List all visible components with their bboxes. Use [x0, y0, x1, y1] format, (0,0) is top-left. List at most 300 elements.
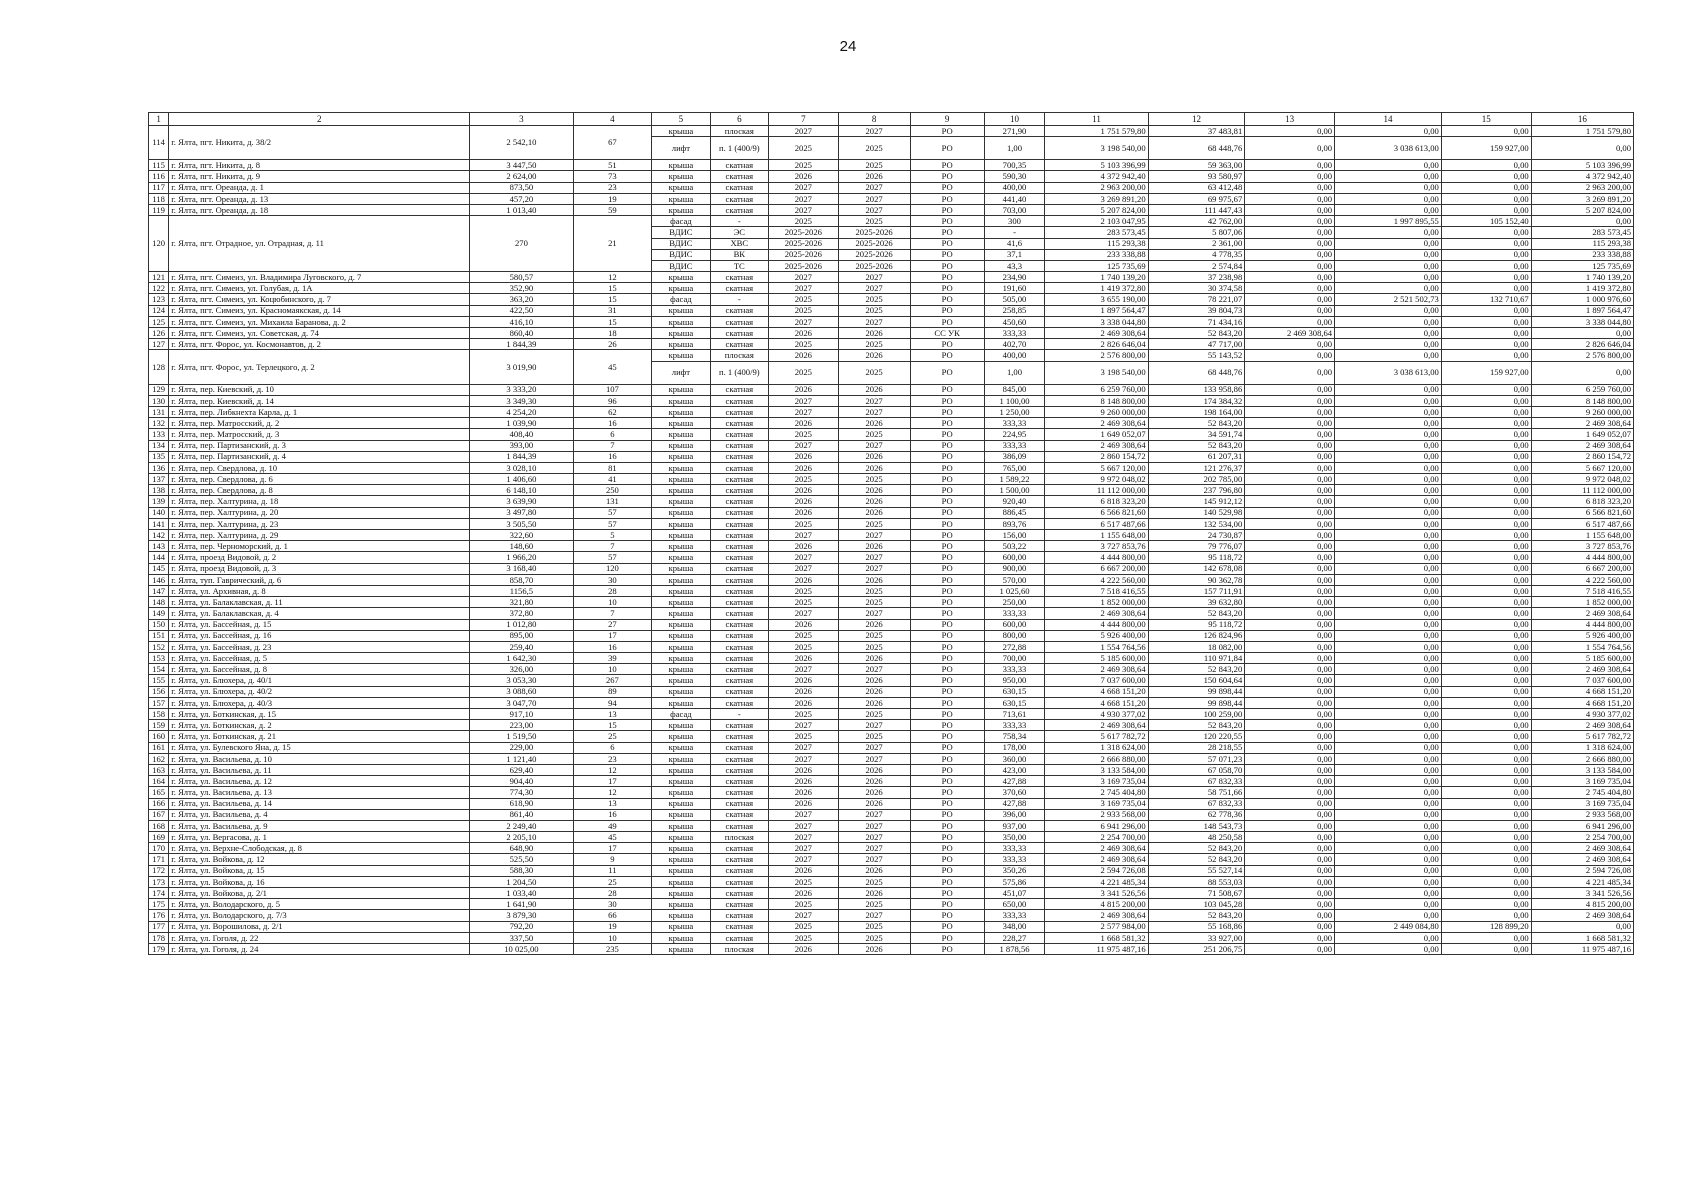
- volume-cell: 386,09: [984, 451, 1045, 462]
- cost-cell: 2 963 200,00: [1045, 182, 1148, 193]
- total-cell: 1 554 764,56: [1531, 641, 1633, 652]
- unit-cost-cell: 126 824,96: [1148, 630, 1245, 641]
- fund-cell: 0,00: [1335, 764, 1442, 775]
- table-body: [149, 113, 1634, 955]
- row-number-cell: 170: [149, 843, 169, 854]
- fund-cell: 0,00: [1335, 843, 1442, 854]
- plan-year-cell: 2025: [769, 216, 839, 227]
- residents-cell: 6: [573, 742, 652, 753]
- budget-cell: 0,00: [1441, 753, 1531, 764]
- work-type-cell: крыша: [652, 552, 710, 563]
- cost-cell: 4 668 151,20: [1045, 697, 1148, 708]
- work-type-cell: крыша: [652, 395, 710, 406]
- unit-cost-cell: 30 374,58: [1148, 283, 1245, 294]
- row-number-cell: 161: [149, 742, 169, 753]
- row-number-cell: 154: [149, 664, 169, 675]
- fund-cell: 0,00: [1335, 507, 1442, 518]
- area-cell: 416,10: [470, 316, 573, 327]
- own-funds-cell: 0,00: [1245, 474, 1335, 485]
- residents-cell: 57: [573, 507, 652, 518]
- address-cell: г. Ялта, ул. Васильева, д. 9: [169, 820, 470, 831]
- work-subtype-cell: скатная: [710, 664, 768, 675]
- cost-cell: 3 655 190,00: [1045, 294, 1148, 305]
- volume-cell: 396,00: [984, 809, 1045, 820]
- own-funds-cell: 0,00: [1245, 720, 1335, 731]
- fund-cell: 0,00: [1335, 753, 1442, 764]
- row-number-cell: 123: [149, 294, 169, 305]
- cost-cell: 2 469 308,64: [1045, 440, 1148, 451]
- owner-cell: РО: [910, 809, 984, 820]
- work-type-cell: крыша: [652, 406, 710, 417]
- fund-cell: 2 521 502,73: [1335, 294, 1442, 305]
- budget-cell: 0,00: [1441, 932, 1531, 943]
- plan-year-cell: 2025: [769, 339, 839, 350]
- residents-cell: 19: [573, 921, 652, 932]
- volume-cell: 370,60: [984, 787, 1045, 798]
- own-funds-cell: 0,00: [1245, 932, 1335, 943]
- own-funds-cell: 0,00: [1245, 339, 1335, 350]
- plan-year-cell: 2027: [769, 809, 839, 820]
- volume-cell: 441,40: [984, 193, 1045, 204]
- row-number-cell: 125: [149, 316, 169, 327]
- owner-cell: РО: [910, 227, 984, 238]
- work-type-cell: крыша: [652, 429, 710, 440]
- area-cell: 1 844,39: [470, 339, 573, 350]
- work-type-cell: крыша: [652, 485, 710, 496]
- area-cell: 321,80: [470, 597, 573, 608]
- residents-cell: 12: [573, 764, 652, 775]
- table-row: [149, 384, 1634, 395]
- owner-cell: РО: [910, 294, 984, 305]
- work-type-cell: крыша: [652, 574, 710, 585]
- unit-cost-cell: 88 553,03: [1148, 876, 1245, 887]
- unit-cost-cell: 48 250,58: [1148, 832, 1245, 843]
- row-number-cell: 138: [149, 485, 169, 496]
- budget-cell: 0,00: [1441, 474, 1531, 485]
- work-subtype-cell: скатная: [710, 328, 768, 339]
- budget-cell: 0,00: [1441, 653, 1531, 664]
- fund-cell: 0,00: [1335, 574, 1442, 585]
- cost-cell: 2 469 308,64: [1045, 328, 1148, 339]
- fact-year-cell: 2027: [838, 204, 910, 215]
- unit-cost-cell: 67 058,70: [1148, 764, 1245, 775]
- work-subtype-cell: скатная: [710, 541, 768, 552]
- cost-cell: 1 751 579,80: [1045, 126, 1148, 137]
- cost-cell: 1 668 581,32: [1045, 932, 1148, 943]
- column-number-cell: 12: [1148, 113, 1245, 126]
- work-subtype-cell: плоская: [710, 832, 768, 843]
- work-subtype-cell: скатная: [710, 182, 768, 193]
- owner-cell: РО: [910, 384, 984, 395]
- work-type-cell: крыша: [652, 776, 710, 787]
- fund-cell: 0,00: [1335, 787, 1442, 798]
- unit-cost-cell: 52 843,20: [1148, 418, 1245, 429]
- total-cell: 4 668 151,20: [1531, 697, 1633, 708]
- cost-cell: 1 897 564,47: [1045, 305, 1148, 316]
- work-type-cell: крыша: [652, 653, 710, 664]
- area-cell: 1 406,60: [470, 474, 573, 485]
- fact-year-cell: 2027: [838, 272, 910, 283]
- table-row: [149, 126, 1634, 137]
- fund-cell: 0,00: [1335, 193, 1442, 204]
- volume-cell: 333,33: [984, 608, 1045, 619]
- plan-year-cell: 2025: [769, 518, 839, 529]
- plan-year-cell: 2027: [769, 843, 839, 854]
- work-type-cell: крыша: [652, 193, 710, 204]
- fact-year-cell: 2025: [838, 305, 910, 316]
- budget-cell: 132 710,67: [1441, 294, 1531, 305]
- work-subtype-cell: скатная: [710, 675, 768, 686]
- owner-cell: РО: [910, 272, 984, 283]
- table-row: [149, 675, 1634, 686]
- cost-cell: 4 930 377,02: [1045, 709, 1148, 720]
- plan-year-cell: 2027: [769, 720, 839, 731]
- total-cell: 3 338 044,80: [1531, 316, 1633, 327]
- fact-year-cell: 2027: [838, 820, 910, 831]
- address-cell: г. Ялта, пер. Матросский, д. 2: [169, 418, 470, 429]
- work-subtype-cell: скатная: [710, 563, 768, 574]
- own-funds-cell: 0,00: [1245, 753, 1335, 764]
- row-number-cell: 133: [149, 429, 169, 440]
- table-row: [149, 910, 1634, 921]
- owner-cell: РО: [910, 585, 984, 596]
- table-row: [149, 316, 1634, 327]
- plan-year-cell: 2025-2026: [769, 238, 839, 249]
- row-number-cell: 164: [149, 776, 169, 787]
- row-number-cell: 177: [149, 921, 169, 932]
- work-subtype-cell: скатная: [710, 742, 768, 753]
- total-cell: 6 667 200,00: [1531, 563, 1633, 574]
- fund-cell: 0,00: [1335, 272, 1442, 283]
- total-cell: 4 930 377,02: [1531, 709, 1633, 720]
- table-row: [149, 305, 1634, 316]
- own-funds-cell: 0,00: [1245, 764, 1335, 775]
- own-funds-cell: 0,00: [1245, 608, 1335, 619]
- address-cell: г. Ялта, ул. Верхне-Слободская, д. 8: [169, 843, 470, 854]
- budget-cell: 0,00: [1441, 899, 1531, 910]
- fact-year-cell: 2026: [838, 171, 910, 182]
- table-row: [149, 395, 1634, 406]
- fact-year-cell: 2025: [838, 932, 910, 943]
- own-funds-cell: 0,00: [1245, 664, 1335, 675]
- budget-cell: 0,00: [1441, 227, 1531, 238]
- owner-cell: РО: [910, 283, 984, 294]
- own-funds-cell: 0,00: [1245, 272, 1335, 283]
- residents-cell: 67: [573, 126, 652, 160]
- table-row: [149, 742, 1634, 753]
- table-row: [149, 764, 1634, 775]
- volume-cell: 600,00: [984, 619, 1045, 630]
- total-cell: 1 668 581,32: [1531, 932, 1633, 943]
- cost-cell: 1 649 052,07: [1045, 429, 1148, 440]
- row-number-cell: 173: [149, 876, 169, 887]
- budget-cell: 0,00: [1441, 888, 1531, 899]
- address-cell: г. Ялта, ул. Васильева, д. 12: [169, 776, 470, 787]
- own-funds-cell: 0,00: [1245, 630, 1335, 641]
- owner-cell: РО: [910, 462, 984, 473]
- fund-cell: 0,00: [1335, 720, 1442, 731]
- fund-cell: 0,00: [1335, 809, 1442, 820]
- address-cell: г. Ялта, ул. Вергасова, д. 1: [169, 832, 470, 843]
- work-subtype-cell: скатная: [710, 843, 768, 854]
- row-number-cell: 132: [149, 418, 169, 429]
- budget-cell: 0,00: [1441, 305, 1531, 316]
- owner-cell: РО: [910, 563, 984, 574]
- address-cell: г. Ялта, ул. Васильева, д. 11: [169, 764, 470, 775]
- fact-year-cell: 2027: [838, 608, 910, 619]
- row-number-cell: 165: [149, 787, 169, 798]
- fact-year-cell: 2026: [838, 888, 910, 899]
- owner-cell: РО: [910, 418, 984, 429]
- work-type-cell: крыша: [652, 697, 710, 708]
- volume-cell: 630,15: [984, 697, 1045, 708]
- residents-cell: 23: [573, 182, 652, 193]
- fact-year-cell: 2027: [838, 440, 910, 451]
- fact-year-cell: 2027: [838, 809, 910, 820]
- work-type-cell: крыша: [652, 585, 710, 596]
- area-cell: 1 519,50: [470, 731, 573, 742]
- cost-cell: 9 972 048,02: [1045, 474, 1148, 485]
- cost-cell: 6 941 296,00: [1045, 820, 1148, 831]
- plan-year-cell: 2025-2026: [769, 249, 839, 260]
- table-row: [149, 216, 1634, 227]
- residents-cell: 16: [573, 641, 652, 652]
- work-type-cell: фасад: [652, 709, 710, 720]
- address-cell: г. Ялта, пер. Черноморский, д. 1: [169, 541, 470, 552]
- total-cell: 125 735,69: [1531, 260, 1633, 271]
- fund-cell: 0,00: [1335, 160, 1442, 171]
- area-cell: 270: [470, 216, 573, 272]
- total-cell: 3 169 735,04: [1531, 798, 1633, 809]
- fact-year-cell: 2026: [838, 787, 910, 798]
- table-row: [149, 518, 1634, 529]
- column-number-cell: 10: [984, 113, 1045, 126]
- cost-cell: 1 740 139,20: [1045, 272, 1148, 283]
- area-cell: 223,00: [470, 720, 573, 731]
- table-row: [149, 160, 1634, 171]
- table-row: [149, 832, 1634, 843]
- fund-cell: 0,00: [1335, 675, 1442, 686]
- fund-cell: 0,00: [1335, 653, 1442, 664]
- work-type-cell: крыша: [652, 462, 710, 473]
- work-subtype-cell: скатная: [710, 597, 768, 608]
- fact-year-cell: 2026: [838, 384, 910, 395]
- work-type-cell: крыша: [652, 328, 710, 339]
- total-cell: 2 933 568,00: [1531, 809, 1633, 820]
- volume-cell: 41,6: [984, 238, 1045, 249]
- address-cell: г. Ялта, ул. Васильева, д. 10: [169, 753, 470, 764]
- table-row: [149, 686, 1634, 697]
- work-subtype-cell: скатная: [710, 641, 768, 652]
- fund-cell: 3 038 613,00: [1335, 361, 1442, 384]
- residents-cell: 25: [573, 876, 652, 887]
- fact-year-cell: 2027: [838, 563, 910, 574]
- address-cell: г. Ялта, пгт. Отрадное, ул. Отрадная, д. 11: [169, 216, 470, 272]
- own-funds-cell: 0,00: [1245, 384, 1335, 395]
- volume-cell: 333,33: [984, 910, 1045, 921]
- own-funds-cell: 0,00: [1245, 742, 1335, 753]
- budget-cell: 0,00: [1441, 776, 1531, 787]
- own-funds-cell: 0,00: [1245, 406, 1335, 417]
- work-subtype-cell: скатная: [710, 440, 768, 451]
- fund-cell: 0,00: [1335, 641, 1442, 652]
- row-number-cell: 117: [149, 182, 169, 193]
- volume-cell: 1 250,00: [984, 406, 1045, 417]
- area-cell: 352,90: [470, 283, 573, 294]
- table-row: [149, 406, 1634, 417]
- volume-cell: 178,00: [984, 742, 1045, 753]
- plan-year-cell: 2027: [769, 126, 839, 137]
- address-cell: г. Ялта, ул. Бассейная, д. 16: [169, 630, 470, 641]
- own-funds-cell: 0,00: [1245, 541, 1335, 552]
- plan-year-cell: 2026: [769, 541, 839, 552]
- area-cell: 3 497,80: [470, 507, 573, 518]
- volume-cell: 37,1: [984, 249, 1045, 260]
- plan-year-cell: 2027: [769, 664, 839, 675]
- column-number-cell: 1: [149, 113, 169, 126]
- fact-year-cell: 2027: [838, 832, 910, 843]
- total-cell: 5 667 120,00: [1531, 462, 1633, 473]
- own-funds-cell: 0,00: [1245, 440, 1335, 451]
- total-cell: 4 815 200,00: [1531, 899, 1633, 910]
- cost-cell: 1 155 648,00: [1045, 530, 1148, 541]
- total-cell: 3 169 735,04: [1531, 776, 1633, 787]
- budget-cell: 0,00: [1441, 541, 1531, 552]
- owner-cell: РО: [910, 753, 984, 764]
- area-cell: 148,60: [470, 541, 573, 552]
- cost-cell: 2 933 568,00: [1045, 809, 1148, 820]
- plan-year-cell: 2027: [769, 910, 839, 921]
- unit-cost-cell: 71 508,67: [1148, 888, 1245, 899]
- volume-cell: 156,00: [984, 530, 1045, 541]
- fact-year-cell: 2027: [838, 283, 910, 294]
- total-cell: 1 740 139,20: [1531, 272, 1633, 283]
- total-cell: 6 818 323,20: [1531, 496, 1633, 507]
- plan-year-cell: 2025: [769, 899, 839, 910]
- work-type-cell: крыша: [652, 720, 710, 731]
- table-row: [149, 709, 1634, 720]
- address-cell: г. Ялта, ул. Володарского, д. 5: [169, 899, 470, 910]
- own-funds-cell: 0,00: [1245, 507, 1335, 518]
- plan-year-cell: 2027: [769, 854, 839, 865]
- work-subtype-cell: п. 1 (400/9): [710, 361, 768, 384]
- work-subtype-cell: скатная: [710, 552, 768, 563]
- work-type-cell: крыша: [652, 272, 710, 283]
- row-number-cell: 171: [149, 854, 169, 865]
- own-funds-cell: 0,00: [1245, 641, 1335, 652]
- own-funds-cell: 0,00: [1245, 653, 1335, 664]
- area-cell: 3 333,20: [470, 384, 573, 395]
- budget-cell: 0,00: [1441, 328, 1531, 339]
- fact-year-cell: 2026: [838, 418, 910, 429]
- table-row: [149, 294, 1634, 305]
- volume-cell: 350,00: [984, 832, 1045, 843]
- row-number-cell: 114: [149, 126, 169, 160]
- residents-cell: 23: [573, 753, 652, 764]
- owner-cell: РО: [910, 653, 984, 664]
- owner-cell: РО: [910, 574, 984, 585]
- work-type-cell: крыша: [652, 305, 710, 316]
- owner-cell: РО: [910, 787, 984, 798]
- work-subtype-cell: скатная: [710, 932, 768, 943]
- row-number-cell: 157: [149, 697, 169, 708]
- row-number-cell: 126: [149, 328, 169, 339]
- work-type-cell: крыша: [652, 843, 710, 854]
- fact-year-cell: 2026: [838, 328, 910, 339]
- plan-year-cell: 2026: [769, 686, 839, 697]
- plan-year-cell: 2025: [769, 585, 839, 596]
- fund-cell: 0,00: [1335, 552, 1442, 563]
- residents-cell: 9: [573, 854, 652, 865]
- residents-cell: 96: [573, 395, 652, 406]
- residents-cell: 10: [573, 932, 652, 943]
- fund-cell: 0,00: [1335, 227, 1442, 238]
- plan-year-cell: 2027: [769, 182, 839, 193]
- owner-cell: РО: [910, 742, 984, 753]
- owner-cell: РО: [910, 697, 984, 708]
- volume-cell: 950,00: [984, 675, 1045, 686]
- fund-cell: 0,00: [1335, 462, 1442, 473]
- work-subtype-cell: скатная: [710, 585, 768, 596]
- cost-cell: 2 469 308,64: [1045, 843, 1148, 854]
- area-cell: 774,30: [470, 787, 573, 798]
- cost-cell: 283 573,45: [1045, 227, 1148, 238]
- area-cell: 1 013,40: [470, 204, 573, 215]
- volume-cell: 427,88: [984, 776, 1045, 787]
- own-funds-cell: 0,00: [1245, 574, 1335, 585]
- work-subtype-cell: -: [710, 709, 768, 720]
- budget-cell: 0,00: [1441, 865, 1531, 876]
- unit-cost-cell: 42 762,00: [1148, 216, 1245, 227]
- fund-cell: 0,00: [1335, 474, 1442, 485]
- table-row: [149, 418, 1634, 429]
- table-row: [149, 943, 1634, 954]
- owner-cell: РО: [910, 630, 984, 641]
- column-number-cell: 7: [769, 113, 839, 126]
- area-cell: 372,80: [470, 608, 573, 619]
- budget-cell: 0,00: [1441, 451, 1531, 462]
- column-number-cell: 5: [652, 113, 710, 126]
- address-cell: г. Ялта, пер. Киевский, д. 10: [169, 384, 470, 395]
- residents-cell: 31: [573, 305, 652, 316]
- budget-cell: 0,00: [1441, 597, 1531, 608]
- address-cell: г. Ялта, пгт. Симеиз, ул. Коцюбинского, д. 7: [169, 294, 470, 305]
- budget-cell: 0,00: [1441, 798, 1531, 809]
- work-subtype-cell: скатная: [710, 686, 768, 697]
- table-row: [149, 574, 1634, 585]
- own-funds-cell: 0,00: [1245, 496, 1335, 507]
- fact-year-cell: 2026: [838, 496, 910, 507]
- area-cell: 1 012,80: [470, 619, 573, 630]
- own-funds-cell: 0,00: [1245, 921, 1335, 932]
- work-subtype-cell: скатная: [710, 474, 768, 485]
- unit-cost-cell: 140 529,98: [1148, 507, 1245, 518]
- unit-cost-cell: 55 527,14: [1148, 865, 1245, 876]
- plan-year-cell: 2025-2026: [769, 260, 839, 271]
- cost-cell: 5 185 600,00: [1045, 653, 1148, 664]
- own-funds-cell: 0,00: [1245, 361, 1335, 384]
- cost-cell: 2 103 047,95: [1045, 216, 1148, 227]
- owner-cell: РО: [910, 899, 984, 910]
- table-row: [149, 888, 1634, 899]
- table-row: [149, 932, 1634, 943]
- row-number-cell: 166: [149, 798, 169, 809]
- work-subtype-cell: ХВС: [710, 238, 768, 249]
- owner-cell: РО: [910, 608, 984, 619]
- plan-year-cell: 2025: [769, 160, 839, 171]
- address-cell: г. Ялта, пер. Халтурина, д. 29: [169, 530, 470, 541]
- fund-cell: 0,00: [1335, 619, 1442, 630]
